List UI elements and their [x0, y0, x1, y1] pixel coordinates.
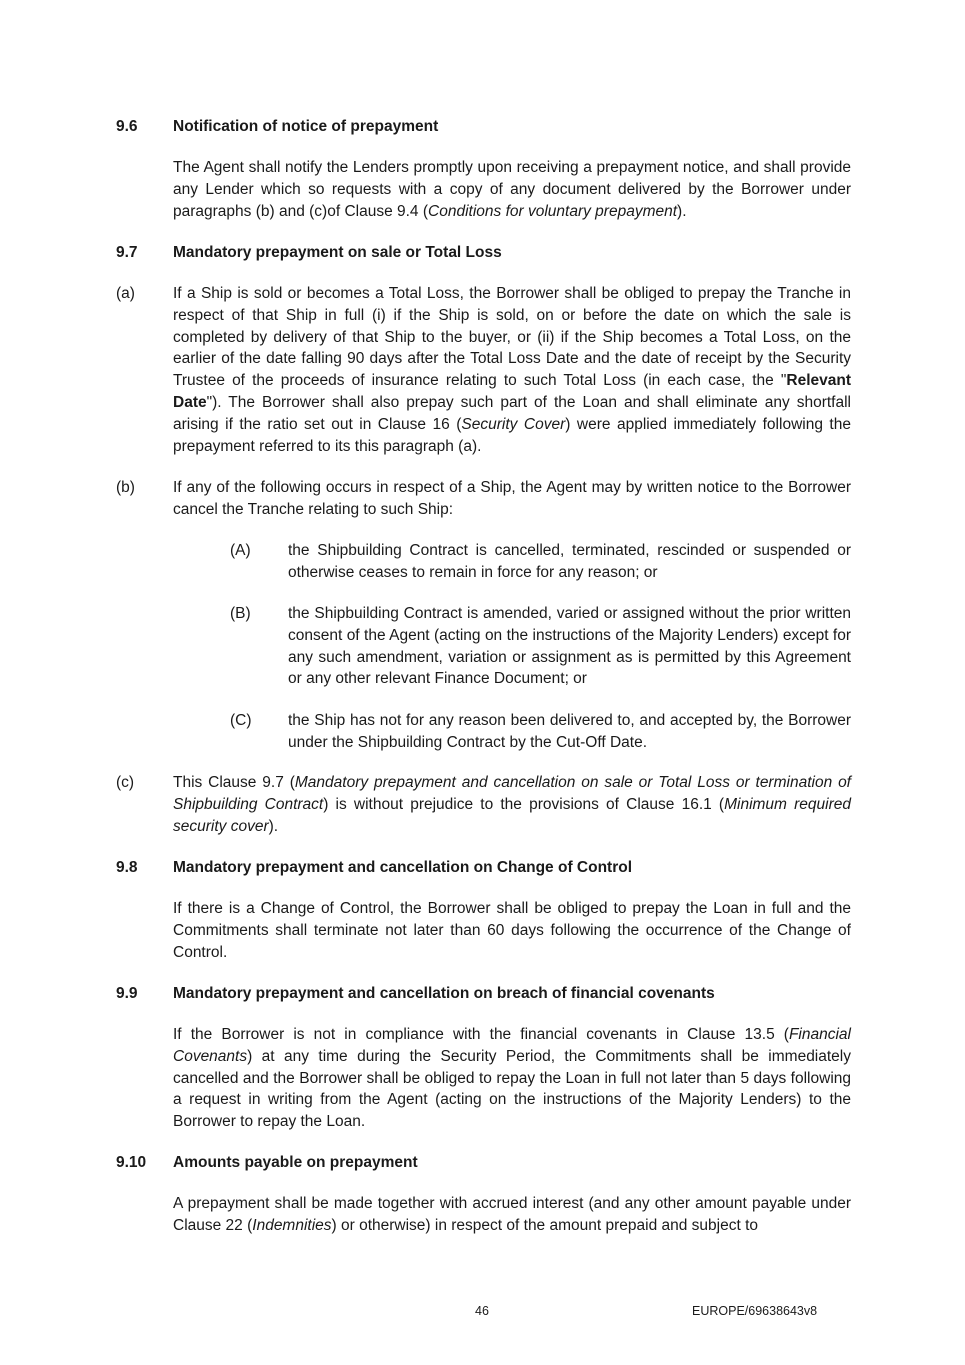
paragraph-label-a: (a) — [116, 285, 135, 302]
text-run: ) is without prejudice to the provisions of Clause 16.1 ( — [323, 795, 725, 813]
section-number: 9.10 — [116, 1154, 147, 1171]
text-run: A prepayment shall be made together with accrued interest (and any other amount payable under Clause 22 ( — [173, 1195, 851, 1234]
subparagraph-B-body: the Shipbuilding Contract is amended, varied or assigned without the prior written consent of the Agent (acting on the instructions of the Majority Lenders) except for any such amendment, variation or assignment as is permitted by this Agreement or any other relevant Finance Document; or — [288, 605, 851, 688]
text-run: This Clause 9.7 ( — [173, 774, 295, 791]
section-number: 9.6 — [116, 118, 138, 135]
subparagraph-C-body: the Ship has not for any reason been delivered to, and accepted by, the Borrower under the Shipbuilding Contract by the Cut-Off Date. — [288, 712, 851, 751]
italic-text: Minimum required security cover — [173, 795, 851, 835]
section-number: 9.7 — [116, 244, 138, 261]
paragraph-label-b: (b) — [116, 479, 135, 496]
subparagraph-label-C: (C) — [230, 712, 252, 729]
page-number: 46 — [475, 1304, 489, 1318]
section-title: Mandatory prepayment on sale or Total Loss — [173, 244, 502, 261]
text-run: ) were applied immediately following the prepayment referred to its this paragraph (a). — [173, 415, 851, 455]
section-9-10-body — [173, 1193, 851, 1237]
italic-text: Indemnities — [252, 1216, 332, 1234]
paragraph-a-body — [173, 283, 851, 457]
section-title: Mandatory prepayment and cancellation on Change of Control — [173, 859, 633, 876]
italic-text: Mandatory prepayment and cancellation on sale or Total Loss or termination of Shipbuilding Contract — [173, 774, 851, 813]
text-run: ) at any time during the Security Period, the Commitments shall be immediately cancelled and the Borrower shall be obliged to repay the Loan in full not later than 5 days following a request in writing from the Agent (acting on the instructions of the Majority Lenders) to the Borrower to repay the Loan. — [173, 1047, 851, 1131]
paragraph-c-body — [173, 772, 851, 837]
section-title: Notification of notice of prepayment — [173, 118, 439, 135]
subparagraph-label-A: (A) — [230, 542, 251, 559]
text-run: ). — [268, 817, 279, 835]
text-run: ) or otherwise) in respect of the amount prepaid and subject to — [331, 1216, 759, 1234]
italic-text: Financial Covenants — [173, 1026, 851, 1065]
section-9-8-body: If there is a Change of Control, the Borrower shall be obliged to prepay the Loan in full and the Commitments shall terminate not later than 60 days following the occurrence of the Change of Control. — [173, 900, 851, 961]
text-run: If the Borrower is not in compliance with the financial covenants in Clause 13.5 ( — [173, 1026, 789, 1043]
text-run: "). The Borrower shall also prepay such part of the Loan and shall eliminate any shortfall arising if the ratio set out in Clause 16 ( — [173, 393, 851, 433]
subparagraph-A-body: the Shipbuilding Contract is cancelled, terminated, rescinded or suspended or otherwise ceases to remain in force for any reason; or — [288, 542, 851, 581]
defined-term: Relevant Date — [173, 372, 851, 411]
section-number: 9.8 — [116, 859, 138, 876]
section-number: 9.9 — [116, 985, 138, 1002]
italic-text: Security Cover — [461, 415, 566, 433]
section-9-9-body — [173, 1024, 851, 1133]
paragraph-label-c: (c) — [116, 774, 135, 791]
section-title: Mandatory prepayment and cancellation on breach of financial covenants — [173, 985, 715, 1002]
document-reference: EUROPE/69638643v8 — [692, 1304, 818, 1318]
text-run: If a Ship is sold or becomes a Total Loss, the Borrower shall be obliged to prepay the Tranche in respect of that Ship in full (i) if the Ship is sold, on or before the date on which the sale is completed by delivery of that Ship to the buyer, or (ii) if the Ship becomes a Total Loss, on the earlier of the date falling 90 days after the Total Loss Date and the date of receipt by the Security Trustee of the proceeds of insurance relating to such Total Loss (in each case, the " — [173, 285, 851, 390]
text-run: The Agent shall notify the Lenders promptly upon receiving a prepayment notice, and shall provide any Lender which so requests with a copy of any document delivered by the Borrower under paragraphs (b) and (c)of Clause 9.4 ( — [173, 159, 851, 220]
subparagraph-label-B: (B) — [230, 605, 251, 622]
text-run: ). — [677, 202, 687, 220]
italic-text: Conditions for voluntary prepayment — [428, 202, 678, 220]
section-9-6-body — [173, 157, 851, 222]
section-title: Amounts payable on prepayment — [173, 1154, 418, 1171]
paragraph-b-body: If any of the following occurs in respect of a Ship, the Agent may by written notice to the Borrower cancel the Tranche relating to such Ship: — [173, 479, 851, 518]
